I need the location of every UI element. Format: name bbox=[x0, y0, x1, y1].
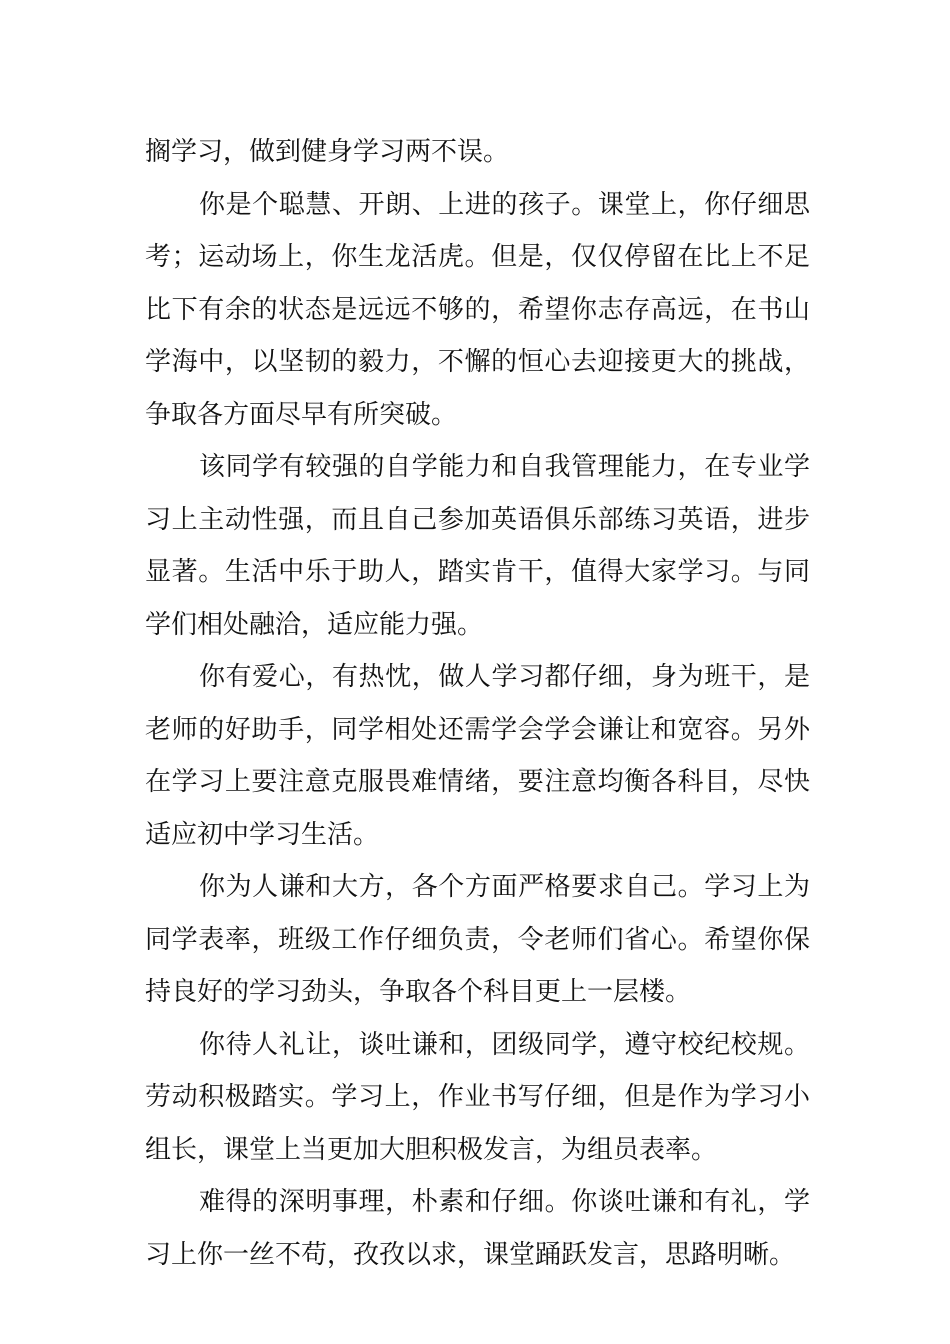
paragraph: 该同学有较强的自学能力和自我管理能力，在专业学习上主动性强，而且自己参加英语俱乐部练习英语，进步显著。生活中乐于助人，踏实肯干，值得大家学习。与同学们相处融洽，适应能力强。 bbox=[145, 452, 810, 640]
paragraph: 你是个聪慧、开朗、上进的孩子。课堂上，你仔细思考；运动场上，你生龙活虎。但是，仅仅停留在比上不足比下有余的状态是远远不够的，希望你志存高远，在书山学海中，以坚韧的毅力，不懈的恒心去迎接更大的挑战，争取各方面尽早有所突破。 bbox=[145, 189, 810, 430]
paragraph: 你待人礼让，谈吐谦和，团级同学，遵守校纪校规。劳动积极踏实。学习上，作业书写仔细，但是作为学习小组长，课堂上当更加大胆积极发言，为组员表率。 bbox=[145, 1029, 810, 1165]
paragraph: 你有爱心，有热忱，做人学习都仔细，身为班干，是老师的好助手，同学相处还需学会学会谦让和宽容。另外在学习上要注意克服畏难情绪，要注意均衡各科目，尽快适应初中学习生活。 bbox=[145, 662, 810, 850]
paragraph-continuation: 搁学习，做到健身学习两不误。 bbox=[145, 137, 510, 167]
document-body bbox=[145, 126, 810, 1281]
paragraph: 难得的深明事理，朴素和仔细。你谈吐谦和有礼，学习上你一丝不苟，孜孜以求，课堂踊跃发言，思路明晰。 bbox=[145, 1187, 810, 1270]
paragraph: 你为人谦和大方，各个方面严格要求自己。学习上为同学表率，班级工作仔细负责，令老师们省心。希望你保持良好的学习劲头，争取各个科目更上一层楼。 bbox=[145, 872, 810, 1007]
